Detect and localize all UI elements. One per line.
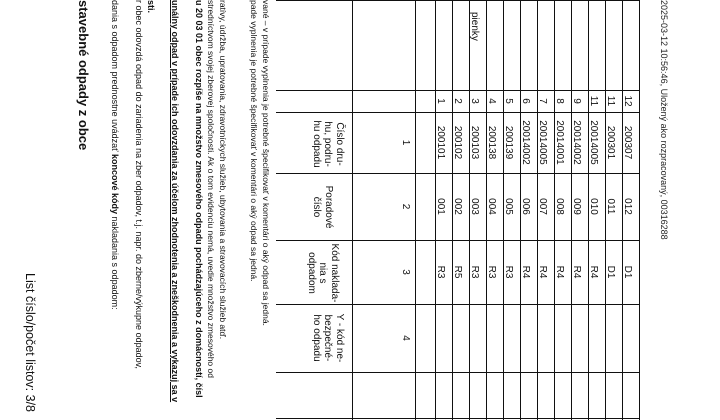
table-cell-op: R4 xyxy=(588,265,599,279)
table-cell-seq: 007 xyxy=(537,198,548,215)
table-cell-seq: 009 xyxy=(571,198,582,215)
table-rule xyxy=(276,0,640,1)
table-cell-n: 7 xyxy=(537,98,548,104)
section-heading: stavebné odpady z obce xyxy=(76,0,91,151)
table-cell-seq: 002 xyxy=(452,198,463,215)
instruction-line-2: r obec odovzdá odpad do zariadenia na zber odpadov, t.j. napr. do zberne/výkupne odpadov, xyxy=(134,0,144,369)
table-cell-code: 20014002 xyxy=(520,120,531,165)
table-cell-n: 11 xyxy=(605,95,616,107)
table-cell-op: R4 xyxy=(520,265,531,279)
instruction-line-4: unálny odpad v prípade ich odovzdania za účelom zhodnotenia a zneškodnenia a vykazuj sa v xyxy=(170,0,180,403)
table-cell-op: D1 xyxy=(605,265,616,279)
table-cell-op: R3 xyxy=(486,265,497,279)
header-waste-code: Číslo dru- hu, podru- hu odpadu xyxy=(311,120,345,168)
table-rule xyxy=(639,0,640,420)
instruction-line-5: u 20 03 01 obec rozpíše na množstvo zmesového odpadu pochádzajúceho z domácností, čísl xyxy=(194,0,204,398)
table-rule xyxy=(276,418,640,419)
table-cell-op: R3 xyxy=(469,265,480,279)
table-cell-n: 11 xyxy=(588,95,599,107)
table-cell-op: R3 xyxy=(435,265,446,279)
table-cell-op: R4 xyxy=(554,265,565,279)
instruction-line-9: pade vyplnenia je potrebné špecifikovať v komentári o aký odpad sa jedná. xyxy=(249,0,259,282)
table-cell-seq: 006 xyxy=(520,198,531,215)
header-handling-code: Kód naklada- nia s odpadom xyxy=(306,243,340,303)
column-number: 2 xyxy=(400,203,412,210)
table-cell-seq: 005 xyxy=(503,198,514,215)
table-cell-code: 200101 xyxy=(435,125,446,160)
instruction-line-7: ratívy, údržba, upratovania, zdravotníckych služieb, ubytovania a stravovacích služieb atď. xyxy=(218,0,228,340)
table-cell-n: 8 xyxy=(554,98,565,104)
table-cell-op: R3 xyxy=(503,265,514,279)
table-cell-n: 3 xyxy=(469,98,480,104)
table-cell-code: 200138 xyxy=(486,125,497,160)
header-sequence-number: Poradové číslo xyxy=(311,185,334,229)
table-cell-op: R4 xyxy=(571,265,582,279)
column-number: 1 xyxy=(400,139,412,146)
instruction-line-10: vané – v prípade vyplnenia je potrebné špecifikovať v komentári o aký odpad sa jedná. xyxy=(261,0,271,326)
table-cell-seq: 008 xyxy=(554,198,565,215)
table-cell-n: 12 xyxy=(622,95,633,107)
instruction-line-1: dania s odpadom prednostne uvádzať koncové kódy nakladania s odpadom: xyxy=(110,0,120,310)
table-cell-seq: 010 xyxy=(588,198,599,215)
table-cell-n: 9 xyxy=(571,98,582,104)
column-number: 3 xyxy=(400,269,412,275)
table-cell-code: 200103 xyxy=(469,125,480,160)
instruction-line-3: sti. xyxy=(146,0,156,14)
header-hazardous-code: Y - kód ne- bezpečné- ho odpadu xyxy=(311,313,345,363)
table-cell-n: 6 xyxy=(520,98,531,104)
page-number: List číslo/počet listov: 3/8 xyxy=(23,273,37,412)
table-cell-n: 2 xyxy=(452,98,463,104)
footer-status: 2025-03-12 10:56:46, Uložený ako rozpracovaný, 00316288 xyxy=(659,0,669,240)
table-cell-seq: 001 xyxy=(435,198,446,215)
table-cell-op: D1 xyxy=(622,265,633,279)
table-cell-code: 20014005 xyxy=(537,120,548,165)
table-cell-seq: 011 xyxy=(605,198,616,215)
table-cell-op: R4 xyxy=(537,265,548,279)
cut-off-label: pienky xyxy=(469,12,480,41)
table-rule xyxy=(276,372,640,373)
waste-table xyxy=(276,0,640,420)
table-cell-n: 5 xyxy=(503,98,514,104)
table-cell-n: 1 xyxy=(435,98,446,104)
table-cell-code: 200307 xyxy=(622,125,633,160)
table-cell-seq: 012 xyxy=(622,198,633,215)
table-cell-code: 200102 xyxy=(452,125,463,160)
table-cell-op: R5 xyxy=(452,265,463,279)
table-rule xyxy=(276,304,640,305)
table-cell-code: 200139 xyxy=(503,125,514,160)
table-cell-code: 20014001 xyxy=(554,120,565,165)
column-number: 4 xyxy=(400,335,412,341)
table-cell-code: 20014005 xyxy=(588,120,599,165)
table-cell-seq: 004 xyxy=(486,198,497,215)
table-cell-code: 200301 xyxy=(605,125,616,160)
instruction-line-6: stredníctvom svojej zberovej spoločnosti. Ak o tom evidenciu nemá, uvedie množstvo zmesového od xyxy=(206,0,216,378)
table-cell-code: 20014002 xyxy=(571,120,582,165)
table-rule xyxy=(352,0,353,420)
table-cell-n: 4 xyxy=(486,98,497,104)
table-cell-seq: 003 xyxy=(469,198,480,215)
